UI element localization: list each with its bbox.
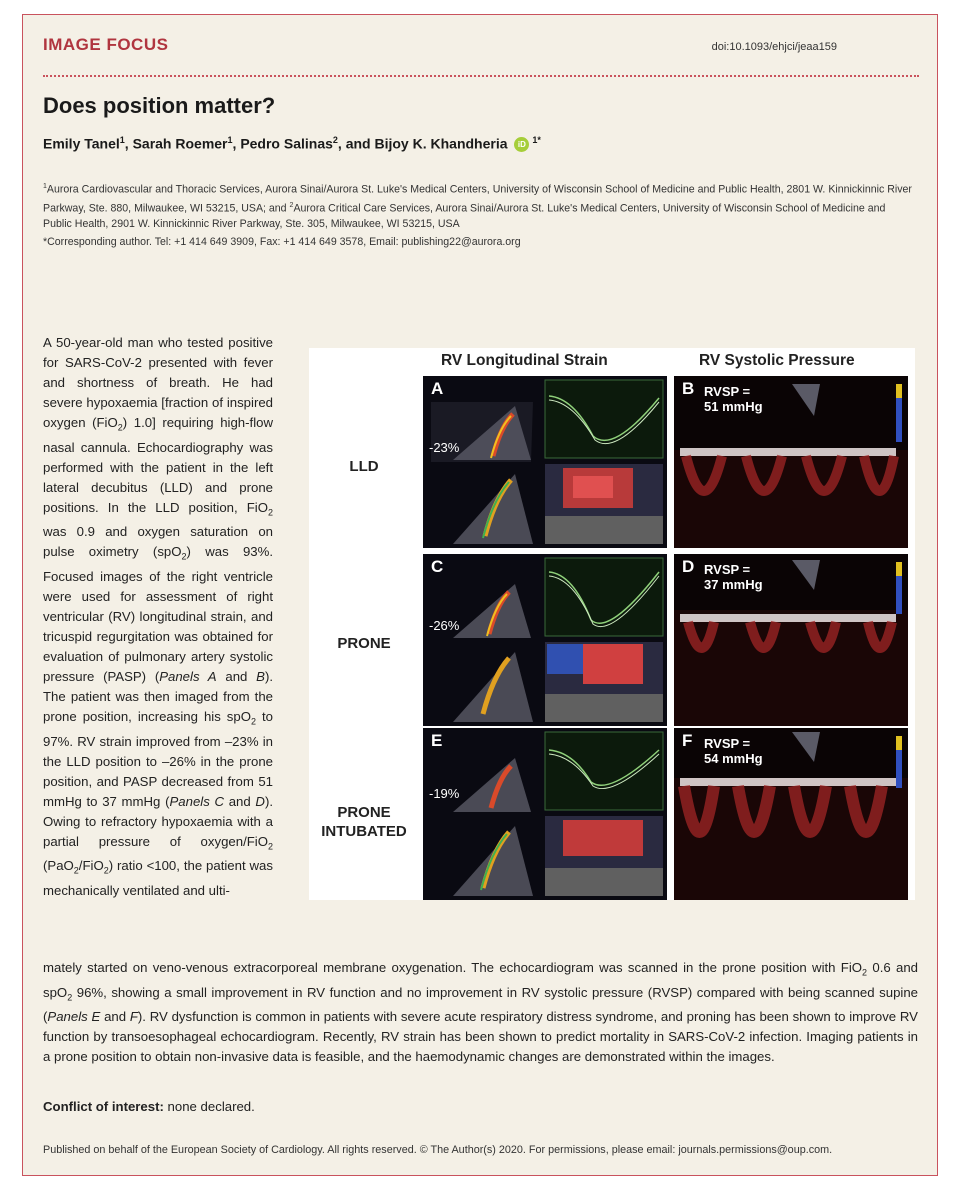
article-page xyxy=(22,14,938,1176)
coi-label: Conflict of interest: xyxy=(43,1099,164,1114)
echo-graphic xyxy=(423,376,667,548)
panel-letter-d: D xyxy=(682,557,695,576)
orcid-icon[interactable]: iD xyxy=(514,137,529,152)
echo-panel-e xyxy=(423,728,667,900)
dotted-divider xyxy=(43,75,919,77)
body-text-left-column xyxy=(43,333,273,901)
panel-letter-b: B xyxy=(682,379,695,398)
author-sup: 1* xyxy=(532,135,541,145)
author-sup: 2 xyxy=(332,135,338,145)
section-label: IMAGE FOCUS xyxy=(43,35,169,54)
corresponding-author: *Corresponding author. Tel: +1 414 649 3909, Fax: +1 414 649 3578, Email: publishing22@aurora.org xyxy=(43,236,521,248)
panel-letter-e: E xyxy=(431,731,443,750)
article-title: Does position matter? xyxy=(43,93,276,118)
author-name[interactable]: Bijoy K. Khandheria xyxy=(374,135,508,152)
rvsp-readout-d: RVSP = 37 mmHg xyxy=(704,562,763,592)
rvsp-readout-b: RVSP = 51 mmHg xyxy=(704,384,763,414)
doppler-panel-b xyxy=(674,376,908,548)
body-paragraph-continued: mately started on veno-venous extracorporeal membrane oxygenation. The echocardiogram was scanned in the prone position with FiO$_2$ 0.6 and spO$_2$ 96%, showing a small improvement in RV function and no improvement in RV systolic pressure (RVSP) compared with being scanned supine (Panels E and F). RV dysfunction is common in patients with severe acute respiratory distress syndrome, and proning has been shown to improve RV function by transoesophageal echocardiogram. Recently, RV strain has been shown to predict mortality in SARS-CoV-2 infection. Imaging patients in a prone position to obtain non-invasive data is feasible, and the haemodynamic changes are demonstrated within the images. xyxy=(43,960,918,1065)
author-name[interactable]: Pedro Salinas xyxy=(240,135,333,152)
row-label-prone: PRONE xyxy=(337,635,391,652)
author-sup: 1 xyxy=(119,135,125,145)
panel-letter-a: A xyxy=(431,379,444,398)
strain-value-c: -26% xyxy=(429,618,460,633)
conflict-of-interest xyxy=(43,1099,255,1114)
figure-col-heading-left: RV Longitudinal Strain xyxy=(441,352,608,369)
echo-graphic xyxy=(423,554,667,726)
affiliation-text: Aurora Cardiovascular and Thoracic Services, Aurora Sinai/Aurora St. Luke's Medical Centers, University of Wisconsin School of Medicine and Public Health, 2801 W. Kinnickinnic River Parkway, Ste. 880, Milwaukee, WI 53215, USA; and xyxy=(43,183,912,215)
author-list: Emily Tanel$^1$, Sarah Roemer$^1$, Pedro Salinas$^2$, and Bijoy K. Khandheria iD $^{1*}$ xyxy=(43,135,541,152)
author-name[interactable]: Sarah Roemer xyxy=(132,135,228,152)
doi-text[interactable]: doi:10.1093/ehjci/jeaa159 xyxy=(711,41,837,53)
echo-graphic xyxy=(423,728,667,900)
coi-text: none declared. xyxy=(163,1099,255,1114)
doppler-panel-d xyxy=(674,554,908,726)
body-text-full-width xyxy=(43,958,918,1067)
echo-panel-a xyxy=(423,376,667,548)
rvsp-readout-f: RVSP = 54 mmHg xyxy=(704,736,763,766)
echo-panel-c xyxy=(423,554,667,726)
affil-sup: 1 xyxy=(43,183,47,190)
panel-letter-f: F xyxy=(682,731,693,750)
row-label-prone-intubated: PRONE INTUBATED xyxy=(321,804,407,840)
author-and: and xyxy=(345,135,371,152)
strain-value-e: -19% xyxy=(429,786,460,801)
body-paragraph-start: A 50-year-old man who tested positive for SARS-CoV-2 presented with fever and shortness of breath. He had severe hypoxaemia [fraction of inspired oxygen (FiO$_2$) 1.0] requiring high-flow nasal cannula. Echocardiography was performed with the patient in the left lateral decubitus (LLD) and prone positions. In the LLD position, FiO$_2$ was 0.9 and oxygen saturation on pulse oximetry (spO$_2$) was 93%. Focused images of the right ventricle were used for assessment of right ventricular (RV) longitudinal strain, and tricuspid regurgitation was obtained for evaluation of pulmonary artery systolic pressure (PASP) (Panels A and B). The patient was then imaged from the prone position, increasing his spO$_2$ to 97%. RV strain improved from –23% in the LLD position to –26% in the prone position, and PASP decreased from 51 mmHg to 37 mmHg (Panels C and D). Owing to refractory hypoxaemia with a partial pressure of oxygen/FiO$_2$ (PaO$_2$/FiO$_2$) ratio <100, the patient was mechanically ventilated and ulti- xyxy=(43,335,274,898)
row-label-lld: LLD xyxy=(349,458,379,475)
strain-value-a: -23% xyxy=(429,440,460,455)
figure xyxy=(309,348,915,900)
figure-col-heading-right: RV Systolic Pressure xyxy=(699,352,855,369)
doppler-panel-f xyxy=(674,728,908,900)
affil-sup: 2 xyxy=(289,201,294,209)
publisher-footer: Published on behalf of the European Society of Cardiology. All rights reserved. © The Author(s) 2020. For permissions, please email: journals.permissions@oup.com. xyxy=(43,1144,833,1156)
author-sup: 1 xyxy=(227,135,233,145)
affiliations xyxy=(43,179,913,232)
author-name[interactable]: Emily Tanel xyxy=(43,135,120,152)
panel-letter-c: C xyxy=(431,557,444,576)
affiliation-text: Aurora Critical Care Services, Aurora Sinai/Aurora St. Luke's Medical Centers, University of Wisconsin School of Medicine and Public Health, 2901 W. Kinnickinnic River Parkway, Ste. 305, Milwaukee, WI 53215, USA xyxy=(43,202,886,231)
